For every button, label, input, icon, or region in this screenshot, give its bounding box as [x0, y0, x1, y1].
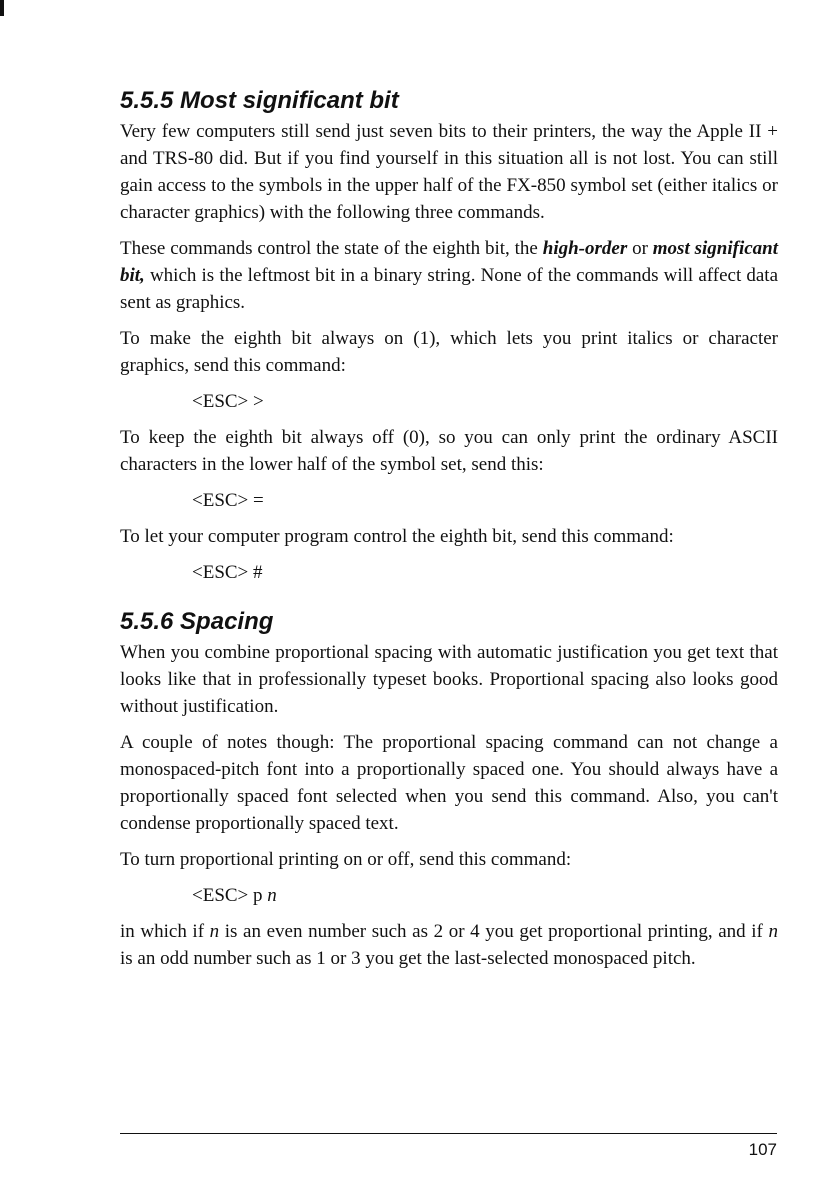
- paragraph-bit-off: To keep the eighth bit always off (0), so you can only print the ordinary ASCII characters in the lower half of the symbol set, send this:: [120, 427, 778, 475]
- section-heading-most-significant-bit: 5.5.5 Most significant bit: [120, 87, 399, 114]
- command-bit-off: <ESC> =: [192, 490, 264, 511]
- text-run: in which if: [120, 921, 210, 942]
- variable-n: n: [768, 921, 778, 942]
- page-number: 107: [748, 1140, 777, 1159]
- command-proportional: [120, 882, 778, 909]
- paragraph-seven-bits: Very few computers still send just seven bits to their printers, the way the Apple II + and TRS-80 did. But if you find yourself in this situation all is not lost. You can still gain access to the symbols in the upper half of the FX-850 symbol set (either italics or character graphics) with the following three commands.: [120, 121, 778, 223]
- paragraph-proportional-justification: When you combine proportional spacing with automatic justification you get text that looks like that in professionally typeset books. Proportional spacing also looks good without justification.: [120, 642, 778, 717]
- section-most-significant-bit: [120, 86, 778, 586]
- text-run: which is the leftmost bit in a binary string. None of the commands will affect data sent as graphics.: [120, 265, 778, 313]
- section-spacing: [120, 607, 778, 972]
- command-bit-on: <ESC> >: [192, 391, 264, 412]
- variable-n: n: [209, 921, 220, 942]
- section-heading-spacing: 5.5.6 Spacing: [120, 608, 274, 635]
- section-gap: [120, 595, 778, 607]
- paragraph-turn-proportional: To turn proportional printing on or off, send this command:: [120, 849, 572, 870]
- footer-rule: [120, 1133, 777, 1134]
- text-run: is an even number such as 2 or 4 you get proportional printing, and if: [219, 921, 769, 942]
- paragraph-bit-on: To make the eighth bit always on (1), which lets you print italics or character graphics, send this command:: [120, 328, 778, 376]
- command-text: <ESC> p: [192, 885, 268, 906]
- text-run: These commands control the state of the eighth bit, the: [120, 238, 543, 259]
- paragraph-program-control: To let your computer program control the eighth bit, send this command:: [120, 526, 674, 547]
- command-program-control: <ESC> #: [192, 562, 263, 583]
- scan-edge-mark: [0, 0, 4, 16]
- term-high-order: high-order: [542, 238, 628, 259]
- command-variable-n: n: [267, 885, 277, 906]
- paragraph-even-odd: [120, 918, 778, 972]
- manual-page: [120, 86, 778, 981]
- text-run: is an odd number such as 1 or 3 you get the last-selected monospaced pitch.: [120, 948, 696, 969]
- paragraph-notes: A couple of notes though: The proportional spacing command can not change a monospaced-pitch font into a proportionally spaced one. You should always have a proportionally spaced font selected when you send this command. Also, you can't condense proportionally spaced text.: [120, 732, 778, 834]
- term-most-significant-bit: most significant bit,: [120, 238, 779, 286]
- text-run: or: [627, 238, 653, 259]
- paragraph-eighth-bit-state: [120, 235, 778, 316]
